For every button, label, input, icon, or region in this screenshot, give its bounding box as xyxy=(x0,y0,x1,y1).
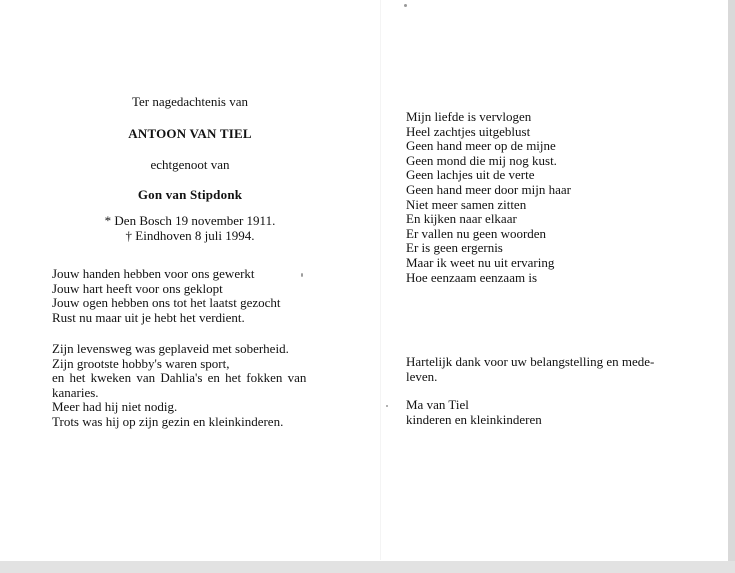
stanza-line: Jouw handen hebben voor ons gewerkt xyxy=(52,266,255,281)
poem-line: Geen hand meer op de mijne xyxy=(406,138,556,154)
biography-line xyxy=(52,371,330,386)
deceased-name: ANTOON VAN TIEL xyxy=(128,126,252,141)
poem-line: Hoe eenzaam eenzaam is xyxy=(406,269,538,285)
signature-family: kinderen en kleinkinderen xyxy=(406,411,542,427)
signature-name: Ma van Tiel xyxy=(406,397,469,412)
in-memory-label: Ter nagedachtenis van xyxy=(131,94,249,109)
poem-line: Niet meer samen zitten xyxy=(406,196,527,212)
biography-paragraph xyxy=(52,342,330,430)
card-fold xyxy=(380,0,381,560)
stanza-line: Rust nu maar uit je hebt het verdient. xyxy=(52,309,245,325)
stanza-line: Jouw ogen hebben ons tot het laatst gezocht xyxy=(52,295,281,311)
poem-line: Geen lachjes uit de verte xyxy=(406,167,535,183)
spouse-label: echtgenoot van xyxy=(150,157,230,172)
thanks-line: leven. xyxy=(406,368,438,384)
biography-line: kanaries. xyxy=(52,384,99,400)
poem-line: Er vallen nu geen woorden xyxy=(406,225,547,241)
poem-line: En kijken naar elkaar xyxy=(406,211,517,227)
scan-edge-right xyxy=(728,0,735,573)
biography-line: Zijn levensweg was geplaveid met soberheid. xyxy=(52,341,289,356)
scan-speck xyxy=(404,4,407,7)
biography-line: Trots was hij op zijn gezin en kleinkinderen. xyxy=(52,413,284,429)
stanza-line: Jouw hart heeft voor ons geklopt xyxy=(52,280,223,296)
poem-line: Er is geen ergernis xyxy=(406,240,503,256)
biography-line: Zijn grootste hobby's waren sport, xyxy=(52,355,230,371)
poem-line: Maar ik weet nu uit ervaring xyxy=(406,254,555,270)
thanks-note xyxy=(406,355,706,384)
birth-date: * Den Bosch 19 november 1911. xyxy=(104,213,276,228)
poem xyxy=(406,110,706,285)
poem-line: Geen mond die mij nog kust. xyxy=(406,152,557,168)
scan-speck xyxy=(386,405,388,407)
poem-line: Heel zachtjes uitgeblust xyxy=(406,123,531,139)
thanks-line: Hartelijk dank voor uw belangstelling en mede- xyxy=(406,354,655,369)
poem-line: Mijn liefde is vervlogen xyxy=(406,109,532,124)
signature xyxy=(406,398,706,427)
scan-edge-bottom xyxy=(0,561,735,573)
spouse-name: Gon van Stipdonk xyxy=(137,187,243,202)
biography-line-text: en het kweken van Dahlia's en het fokken van xyxy=(52,370,307,386)
poem-line: Geen hand meer door mijn haar xyxy=(406,181,571,197)
death-date: † Eindhoven 8 juli 1994. xyxy=(125,228,255,243)
left-stanza xyxy=(52,267,352,325)
biography-line: Meer had hij niet nodig. xyxy=(52,399,178,415)
